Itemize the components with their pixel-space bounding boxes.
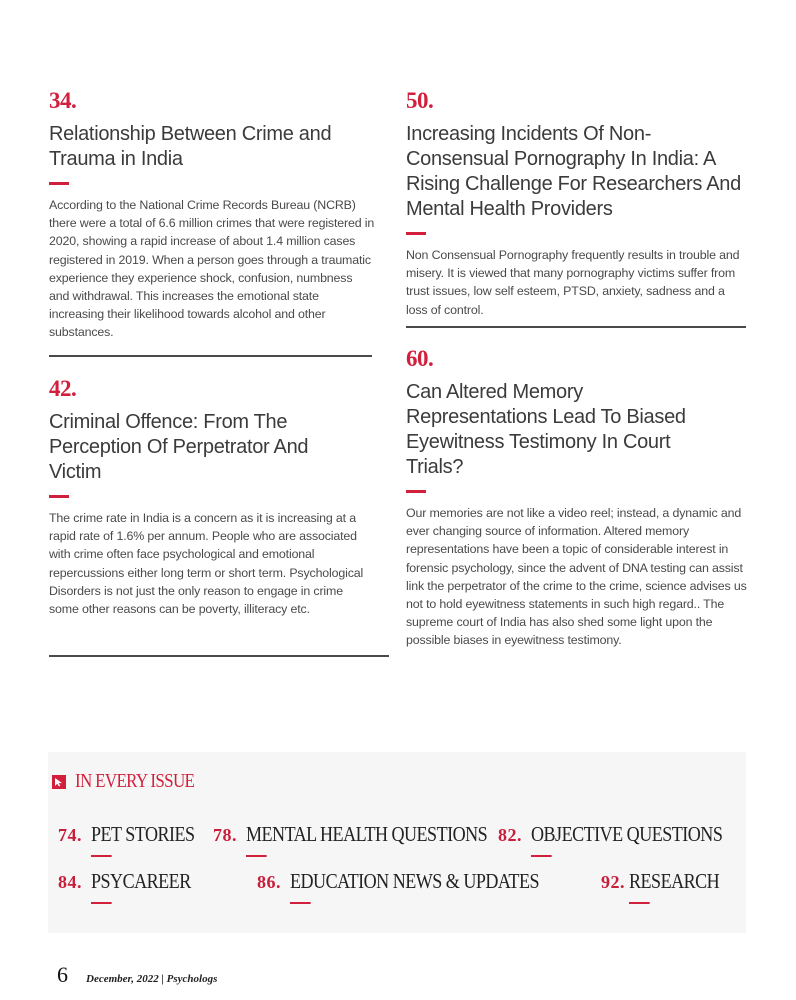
issue-label[interactable]: EDUCATION NEWS & UPDATES xyxy=(290,869,539,893)
issue-page-number: 86. xyxy=(257,872,281,892)
article-title[interactable]: Can Altered Memory Representations Lead To Biased Eyewitness Testimony In Court Trials? xyxy=(406,381,686,478)
accent-bar xyxy=(49,182,69,185)
divider xyxy=(406,326,746,328)
issue-label[interactable]: OBJECTIVE QUESTIONS xyxy=(531,822,723,846)
issue-link-mental-health-questions[interactable] xyxy=(213,822,526,847)
section-title: IN EVERY ISSUE xyxy=(75,770,195,792)
article-50[interactable] xyxy=(406,89,751,319)
article-title[interactable]: Criminal Offence: From The Perception Of Perpetrator And Victim xyxy=(49,411,309,483)
issue-page-number: 84. xyxy=(58,872,82,892)
article-title[interactable]: Increasing Incidents Of Non-Consensual Pornography In India: A Rising Challenge For Researchers And Mental Health Providers xyxy=(406,123,741,220)
in-every-issue-header xyxy=(52,770,215,793)
article-summary: Our memories are not like a video reel; instead, a dynamic and ever changing source of information. Altered memory representations have been a topic of considerable interest in forensic psychology, since the advent of DNA testing can assist link the perpetrator of the crime to the crime, science advises us not to hold eyewitness statements in such high regard.. The supreme court of India has also shed some light upon the possible biases in eyewitness testimony. xyxy=(406,506,747,648)
issue-page-number: 74. xyxy=(58,825,82,845)
article-page-number: 42. xyxy=(49,376,77,401)
divider xyxy=(49,655,389,657)
article-60[interactable] xyxy=(406,347,751,650)
accent-bar xyxy=(49,495,69,498)
issue-page-number: 82. xyxy=(498,825,522,845)
article-summary: According to the National Crime Records Bureau (NCRB) there were a total of 6.6 million crimes that were registered in 2020, showing a rapid increase of about 1.4 million cases registered in 2019. When a person goes through a traumatic experience they experience shock, confusion, numbness and withdrawal. This increases the emotional state increasing their likelihood towards alcohol and other substances. xyxy=(49,198,375,340)
issue-date-publication: December, 2022 | Psychologs xyxy=(86,973,218,985)
accent-bar xyxy=(406,232,426,235)
issue-link-research[interactable] xyxy=(601,869,734,894)
article-page-number: 50. xyxy=(406,88,434,113)
issue-label[interactable]: PSYCAREER xyxy=(91,869,191,893)
issue-link-education-news[interactable] xyxy=(257,869,580,894)
in-every-issue-box xyxy=(48,752,746,933)
article-page-number: 60. xyxy=(406,346,434,371)
issue-label[interactable]: MENTAL HEALTH QUESTIONS xyxy=(246,822,488,846)
cursor-arrow-icon xyxy=(52,775,66,789)
page-number: 6 xyxy=(57,962,68,987)
issue-link-psycareer[interactable] xyxy=(58,869,207,894)
page-footer xyxy=(57,962,217,988)
article-34[interactable] xyxy=(49,89,379,342)
article-title[interactable]: Relationship Between Crime and Trauma in India xyxy=(49,123,332,170)
article-42[interactable] xyxy=(49,377,389,618)
issue-label[interactable]: PET STORIES xyxy=(91,822,195,846)
issue-page-number: 92. xyxy=(601,872,625,892)
issue-link-pet-stories[interactable] xyxy=(58,822,211,847)
issue-link-objective-questions[interactable] xyxy=(498,822,754,847)
article-summary: The crime rate in India is a concern as it is increasing at a rapid rate of 1.6% per annum. People who are associated with crime often face psychological and emotional repercussions either long term or short term. Psychological Disorders is not just the only reason to engage in crime some other reasons can be poverty, illiteracy etc. xyxy=(49,511,364,617)
article-summary: Non Consensual Pornography frequently results in trouble and misery. It is viewed that many pornography victims suffer from trust issues, low self esteem, PTSD, anxiety, sadness and a loss of control. xyxy=(406,248,740,317)
accent-bar xyxy=(406,490,426,493)
issue-page-number: 78. xyxy=(213,825,237,845)
article-page-number: 34. xyxy=(49,88,77,113)
divider xyxy=(49,355,372,357)
issue-label[interactable]: RESEARCH xyxy=(629,869,720,893)
